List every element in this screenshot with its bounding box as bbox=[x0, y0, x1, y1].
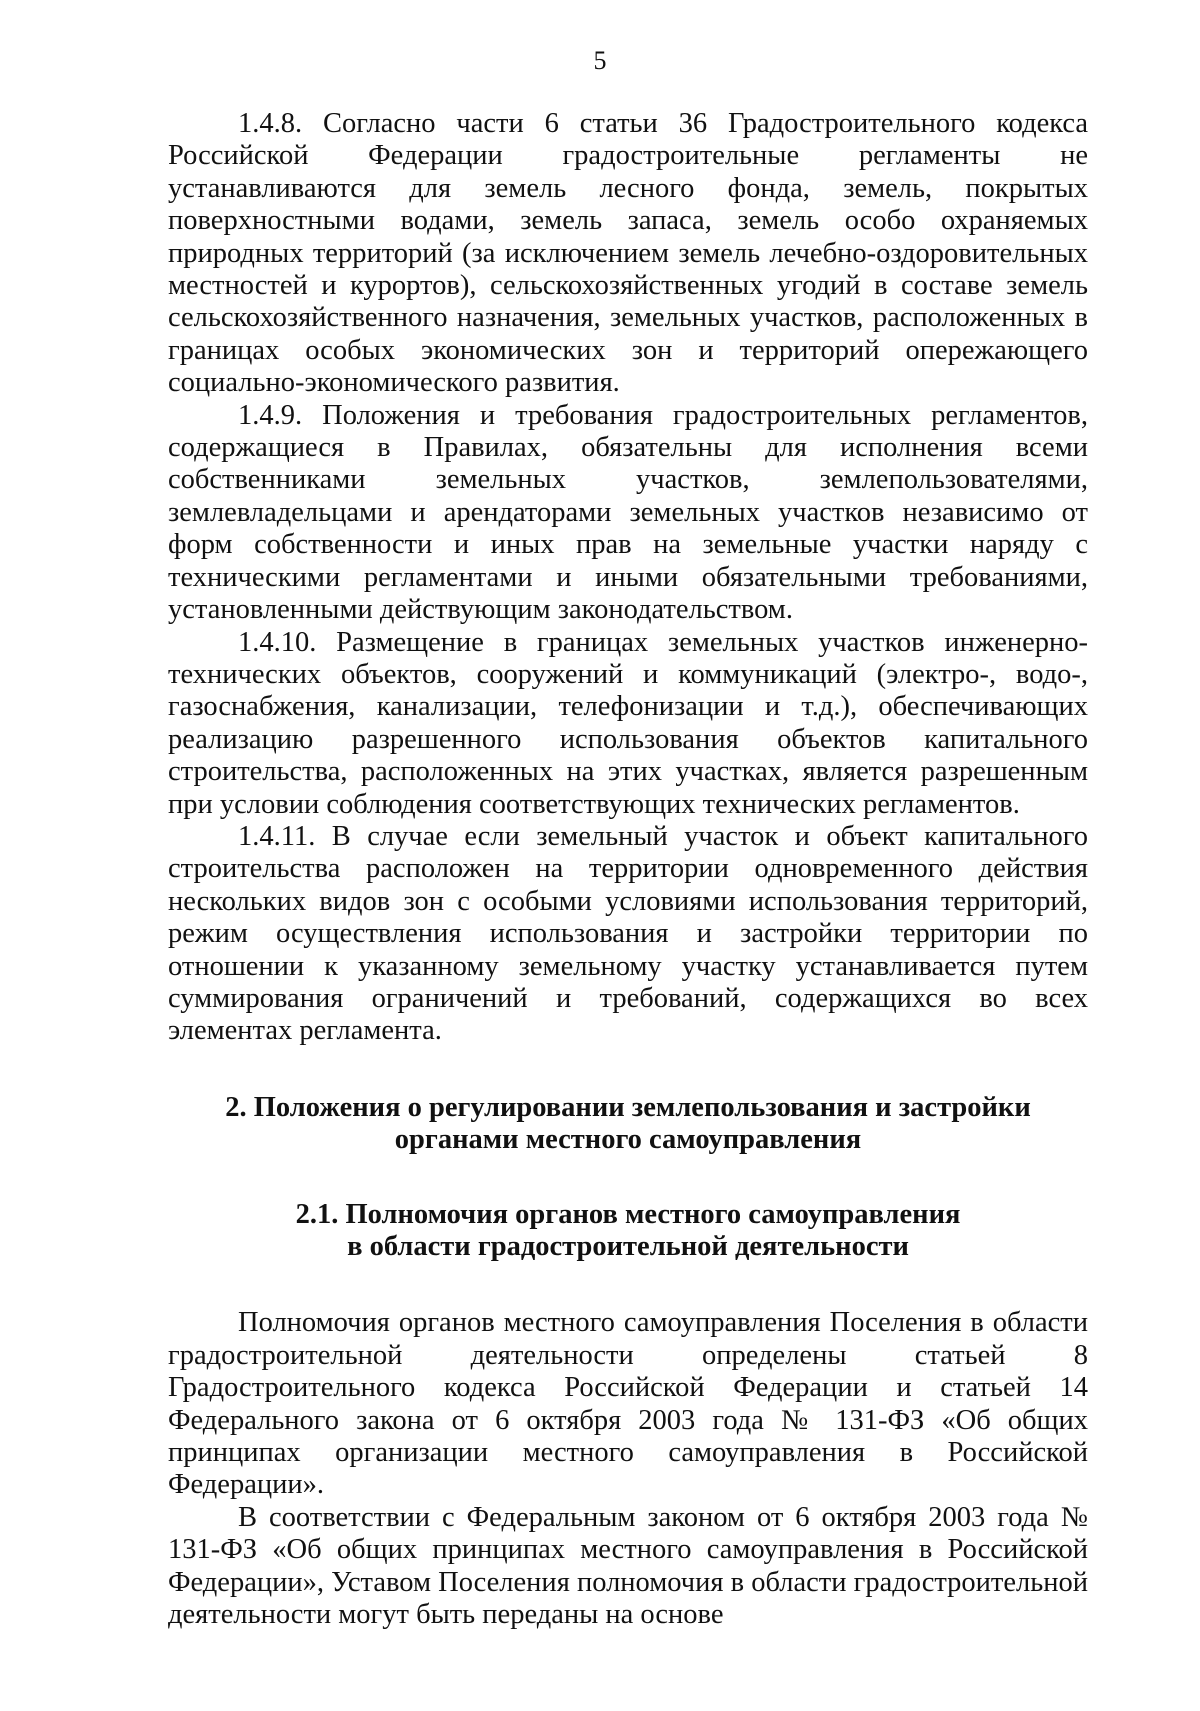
paragraph-1-4-11: 1.4.11. В случае если земельный участок и объект капитального строительства расположен на территории одновременного действия нескольких видов зон с особыми условиями использования территорий, режим осуществления использования и застройки территории по отношении к указанному земельному участку устанавливается путем суммирования ограничений и требований, содержащихся во всех элементах регламента. bbox=[168, 820, 1088, 1047]
section-2-1-heading bbox=[168, 1199, 1088, 1264]
page-number: 5 bbox=[593, 46, 607, 75]
section-2-heading bbox=[168, 1092, 1088, 1157]
paragraph-1-4-8: 1.4.8. Согласно части 6 статьи 36 Градостроительного кодекса Российской Федерации градостроительные регламенты не устанавливаются для земель лесного фонда, земель, покрытых поверхностными водами, земель запаса, земель особо охраняемых природных территорий (за исключением земель лечебно-оздоровительных местностей и курортов), сельскохозяйственных угодий в составе земель сельскохозяйственного назначения, земельных участков, расположенных в границах особых экономических зон и территорий опережающего социально-экономического развития. bbox=[168, 108, 1088, 399]
spacer bbox=[168, 1157, 1088, 1199]
section-2-1-heading-line-2: в области градостроительной деятельности bbox=[347, 1231, 909, 1262]
document-body bbox=[168, 108, 1088, 1631]
spacer bbox=[168, 1263, 1088, 1307]
section-2-heading-line-2: органами местного самоуправления bbox=[394, 1124, 862, 1156]
paragraph-powers: Полномочия органов местного самоуправления Поселения в области градостроительной деятельности определены статьей 8 Градостроительного кодекса Российской Федерации и статьей 14 Федерального закона от 6 октября 2003 года № 131-ФЗ «Об общих принципах организации местного самоуправления в Российской Федерации». bbox=[168, 1307, 1088, 1501]
spacer bbox=[168, 1048, 1088, 1092]
paragraph-1-4-10: 1.4.10. Размещение в границах земельных участков инженерно-технических объектов, сооружений и коммуникаций (электро-, водо-, газоснабжения, канализации, телефонизации и т.д.), обеспечивающих реализацию разрешенного использования объектов капитального строительства, расположенных на этих участках, является разрешенным при условии соблюдения соответствующих технических регламентов. bbox=[168, 626, 1088, 820]
paragraph-1-4-9: 1.4.9. Положения и требования градостроительных регламентов, содержащиеся в Правилах, обязательны для исполнения всеми собственниками земельных участков, землепользователями, землевладельцами и арендаторами земельных участков независимо от форм собственности и иных прав на земельные участки наряду с техническими регламентами и иными обязательными требованиями, установленными действующим законодательством. bbox=[168, 399, 1088, 626]
paragraph-delegation: В соответствии с Федеральным законом от 6 октября 2003 года № 131-ФЗ «Об общих принципах местного самоуправления в Российской Федерации», Уставом Поселения полномочия в области градостроительной деятельности могут быть переданы на основе bbox=[168, 1501, 1088, 1631]
section-2-1-heading-line-1: 2.1. Полномочия органов местного самоуправления bbox=[295, 1198, 961, 1230]
section-2-heading-line-1: 2. Положения о регулировании землепользования и застройки bbox=[225, 1091, 1031, 1123]
